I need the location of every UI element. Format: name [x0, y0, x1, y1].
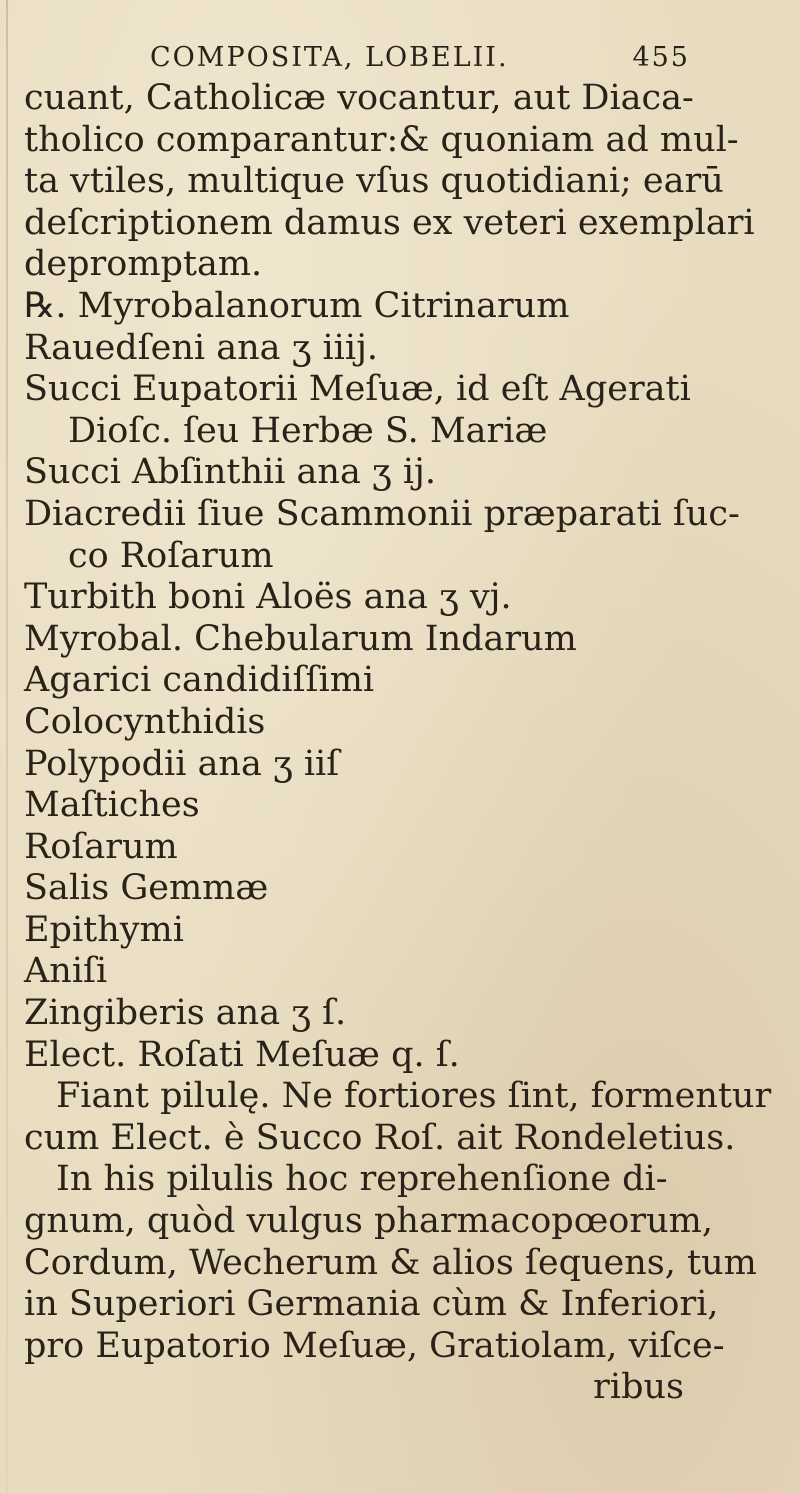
text-line: Dioſc. ſeu Herbæ S. Mariæ: [68, 410, 548, 451]
text-line: Cordum, Wecherum & alios ſequens, tum: [24, 1242, 757, 1283]
text-line: In his pilulis hoc reprehenſione di-: [56, 1159, 668, 1200]
text-line: depromptam.: [24, 244, 263, 285]
text-line: ta vtiles, multique vſus quotidiani; earū: [24, 161, 724, 202]
text-line: ℞. Myrobalanorum Citrinarum: [24, 285, 570, 326]
text-line: Elect. Roſati Meſuæ q. ſ.: [24, 1034, 460, 1075]
running-title: COMPOSITA, LOBELII.: [150, 42, 509, 73]
text-line: in Superiori Germania cùm & Inferiori,: [24, 1284, 719, 1325]
text-line: Polypodii ana ʒ iiſ: [24, 743, 340, 784]
text-line: Rauedſeni ana ʒ iiij.: [24, 327, 379, 368]
text-line: deſcriptionem damus ex veteri exemplari: [24, 202, 755, 243]
text-line: Colocynthidis: [24, 701, 266, 742]
text-line: Myrobal. Chebularum Indarum: [24, 618, 577, 659]
text-line: ribus: [593, 1367, 684, 1408]
text-line: Fiant pilulę. Ne fortiores ſint, formentur: [56, 1076, 772, 1117]
text-line: Succi Eupatorii Meſuæ, id eſt Agerati: [24, 369, 691, 410]
text-line: Zingiberis ana ʒ ſ.: [24, 993, 347, 1034]
text-line: Agarici candidiſſimi: [24, 660, 375, 701]
text-block: [24, 78, 784, 1409]
text-line: cuant, Catholicæ vocantur, aut Diaca-: [24, 78, 694, 118]
text-line: Turbith boni Aloës ana ʒ vj.: [24, 577, 512, 618]
page-number: 455: [632, 42, 690, 73]
text-line: Aniſi: [24, 951, 108, 992]
text-line: Diacredii ſiue Scammonii præparati ſuc-: [24, 493, 740, 534]
text-line: Maſtiches: [24, 785, 200, 826]
text-line: co Roſarum: [68, 535, 274, 576]
running-head: [150, 42, 690, 82]
text-line: gnum, quòd vulgus pharmacopœorum,: [24, 1201, 713, 1242]
text-line: pro Eupatorio Meſuæ, Gratiolam, viſce-: [24, 1325, 725, 1366]
text-line: Epithymi: [24, 909, 184, 950]
text-line: tholico comparantur:& quoniam ad mul-: [24, 119, 739, 160]
text-line: cum Elect. è Succo Roſ. ait Rondeletius.: [24, 1117, 736, 1158]
text-line: Salis Gemmæ: [24, 868, 269, 909]
text-line: Roſarum: [24, 826, 178, 867]
page-edge-shadow: [6, 0, 8, 1493]
text-line: Succi Abſinthii ana ʒ ij.: [24, 452, 436, 493]
